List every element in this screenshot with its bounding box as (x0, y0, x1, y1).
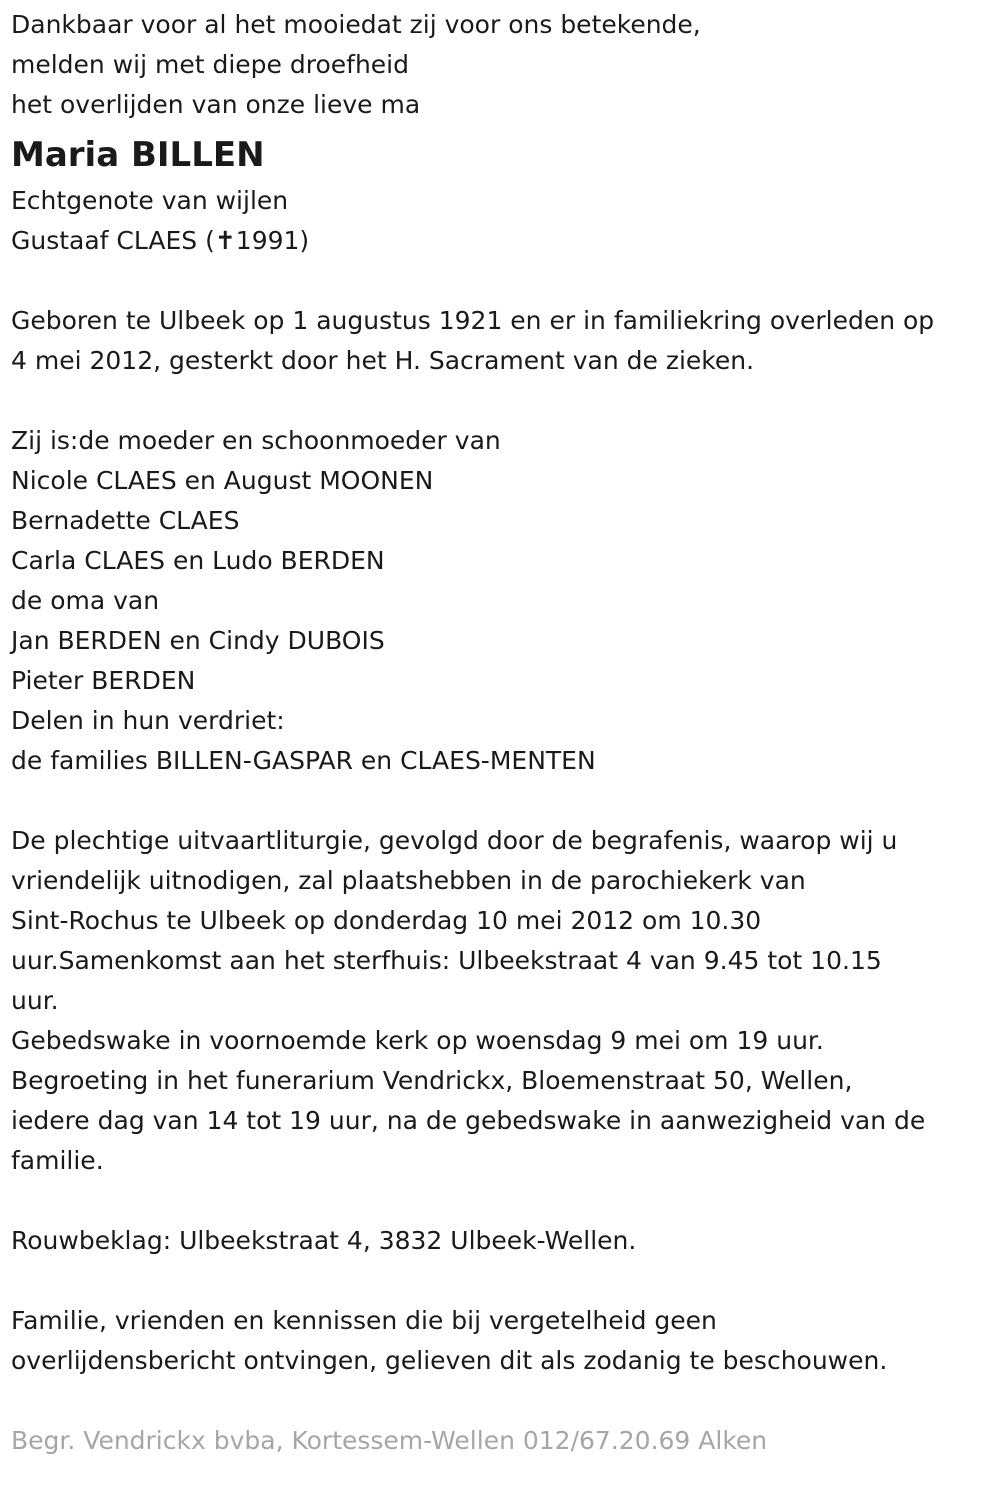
closing-line: Familie, vrienden en kennissen die bij vergetelheid geen (11, 1306, 717, 1335)
ceremony-line: Begroeting in het funerarium Vendrickx, Bloemenstraat 50, Wellen, (11, 1066, 853, 1095)
birth-death-line: Geboren te Ulbeek op 1 augustus 1921 en er in familiekring overleden op (11, 306, 935, 335)
spouse-line: Gustaaf CLAES (✝1991) (11, 226, 310, 255)
ceremony-line: uur.Samenkomst aan het sterfhuis: Ulbeekstraat 4 van 9.45 tot 10.15 (11, 946, 882, 975)
family-block (11, 421, 1000, 781)
funeral-home-footer: Begr. Vendrickx bvba, Kortessem-Wellen 012/67.20.69 Alken (11, 1426, 768, 1455)
family-line: de families BILLEN-GASPAR en CLAES-MENTEN (11, 746, 596, 775)
ceremony-line: uur. (11, 986, 59, 1015)
family-line: Carla CLAES en Ludo BERDEN (11, 546, 385, 575)
intro-line: melden wij met diepe droefheid (11, 50, 409, 79)
family-line: Jan BERDEN en Cindy DUBOIS (11, 626, 385, 655)
birth-death-line: 4 mei 2012, gesterkt door het H. Sacrament van de zieken. (11, 346, 755, 375)
ceremony-line: Sint-Rochus te Ulbeek op donderdag 10 mei 2012 om 10.30 (11, 906, 762, 935)
ceremony-line: Gebedswake in voornoemde kerk op woensdag 9 mei om 19 uur. (11, 1026, 824, 1055)
condolence-address: Rouwbeklag: Ulbeekstraat 4, 3832 Ulbeek-Wellen. (11, 1226, 637, 1255)
family-line: Zij is:de moeder en schoonmoeder van (11, 426, 501, 455)
family-line: de oma van (11, 586, 160, 615)
ceremony-line: familie. (11, 1146, 104, 1175)
spouse-block (11, 181, 1000, 261)
ceremony-block (11, 821, 1000, 1181)
deceased-name: Maria BILLEN (11, 135, 265, 175)
closing-line: overlijdensbericht ontvingen, gelieven dit als zodanig te beschouwen. (11, 1346, 888, 1375)
intro-line: het overlijden van onze lieve ma (11, 90, 421, 119)
spouse-line: Echtgenote van wijlen (11, 186, 289, 215)
birth-death-block (11, 301, 1000, 381)
family-line: Delen in hun verdriet: (11, 706, 285, 735)
family-line: Bernadette CLAES (11, 506, 240, 535)
family-line: Pieter BERDEN (11, 666, 196, 695)
family-line: Nicole CLAES en August MOONEN (11, 466, 434, 495)
closing-block (11, 1301, 1000, 1381)
ceremony-line: De plechtige uitvaartliturgie, gevolgd door de begrafenis, waarop wij u (11, 826, 898, 855)
intro-line: Dankbaar voor al het mooiedat zij voor ons betekende, (11, 10, 701, 39)
ceremony-line: vriendelijk uitnodigen, zal plaatshebben in de parochiekerk van (11, 866, 806, 895)
intro-block (11, 5, 1000, 125)
ceremony-line: iedere dag van 14 tot 19 uur, na de gebedswake in aanwezigheid van de (11, 1106, 926, 1135)
